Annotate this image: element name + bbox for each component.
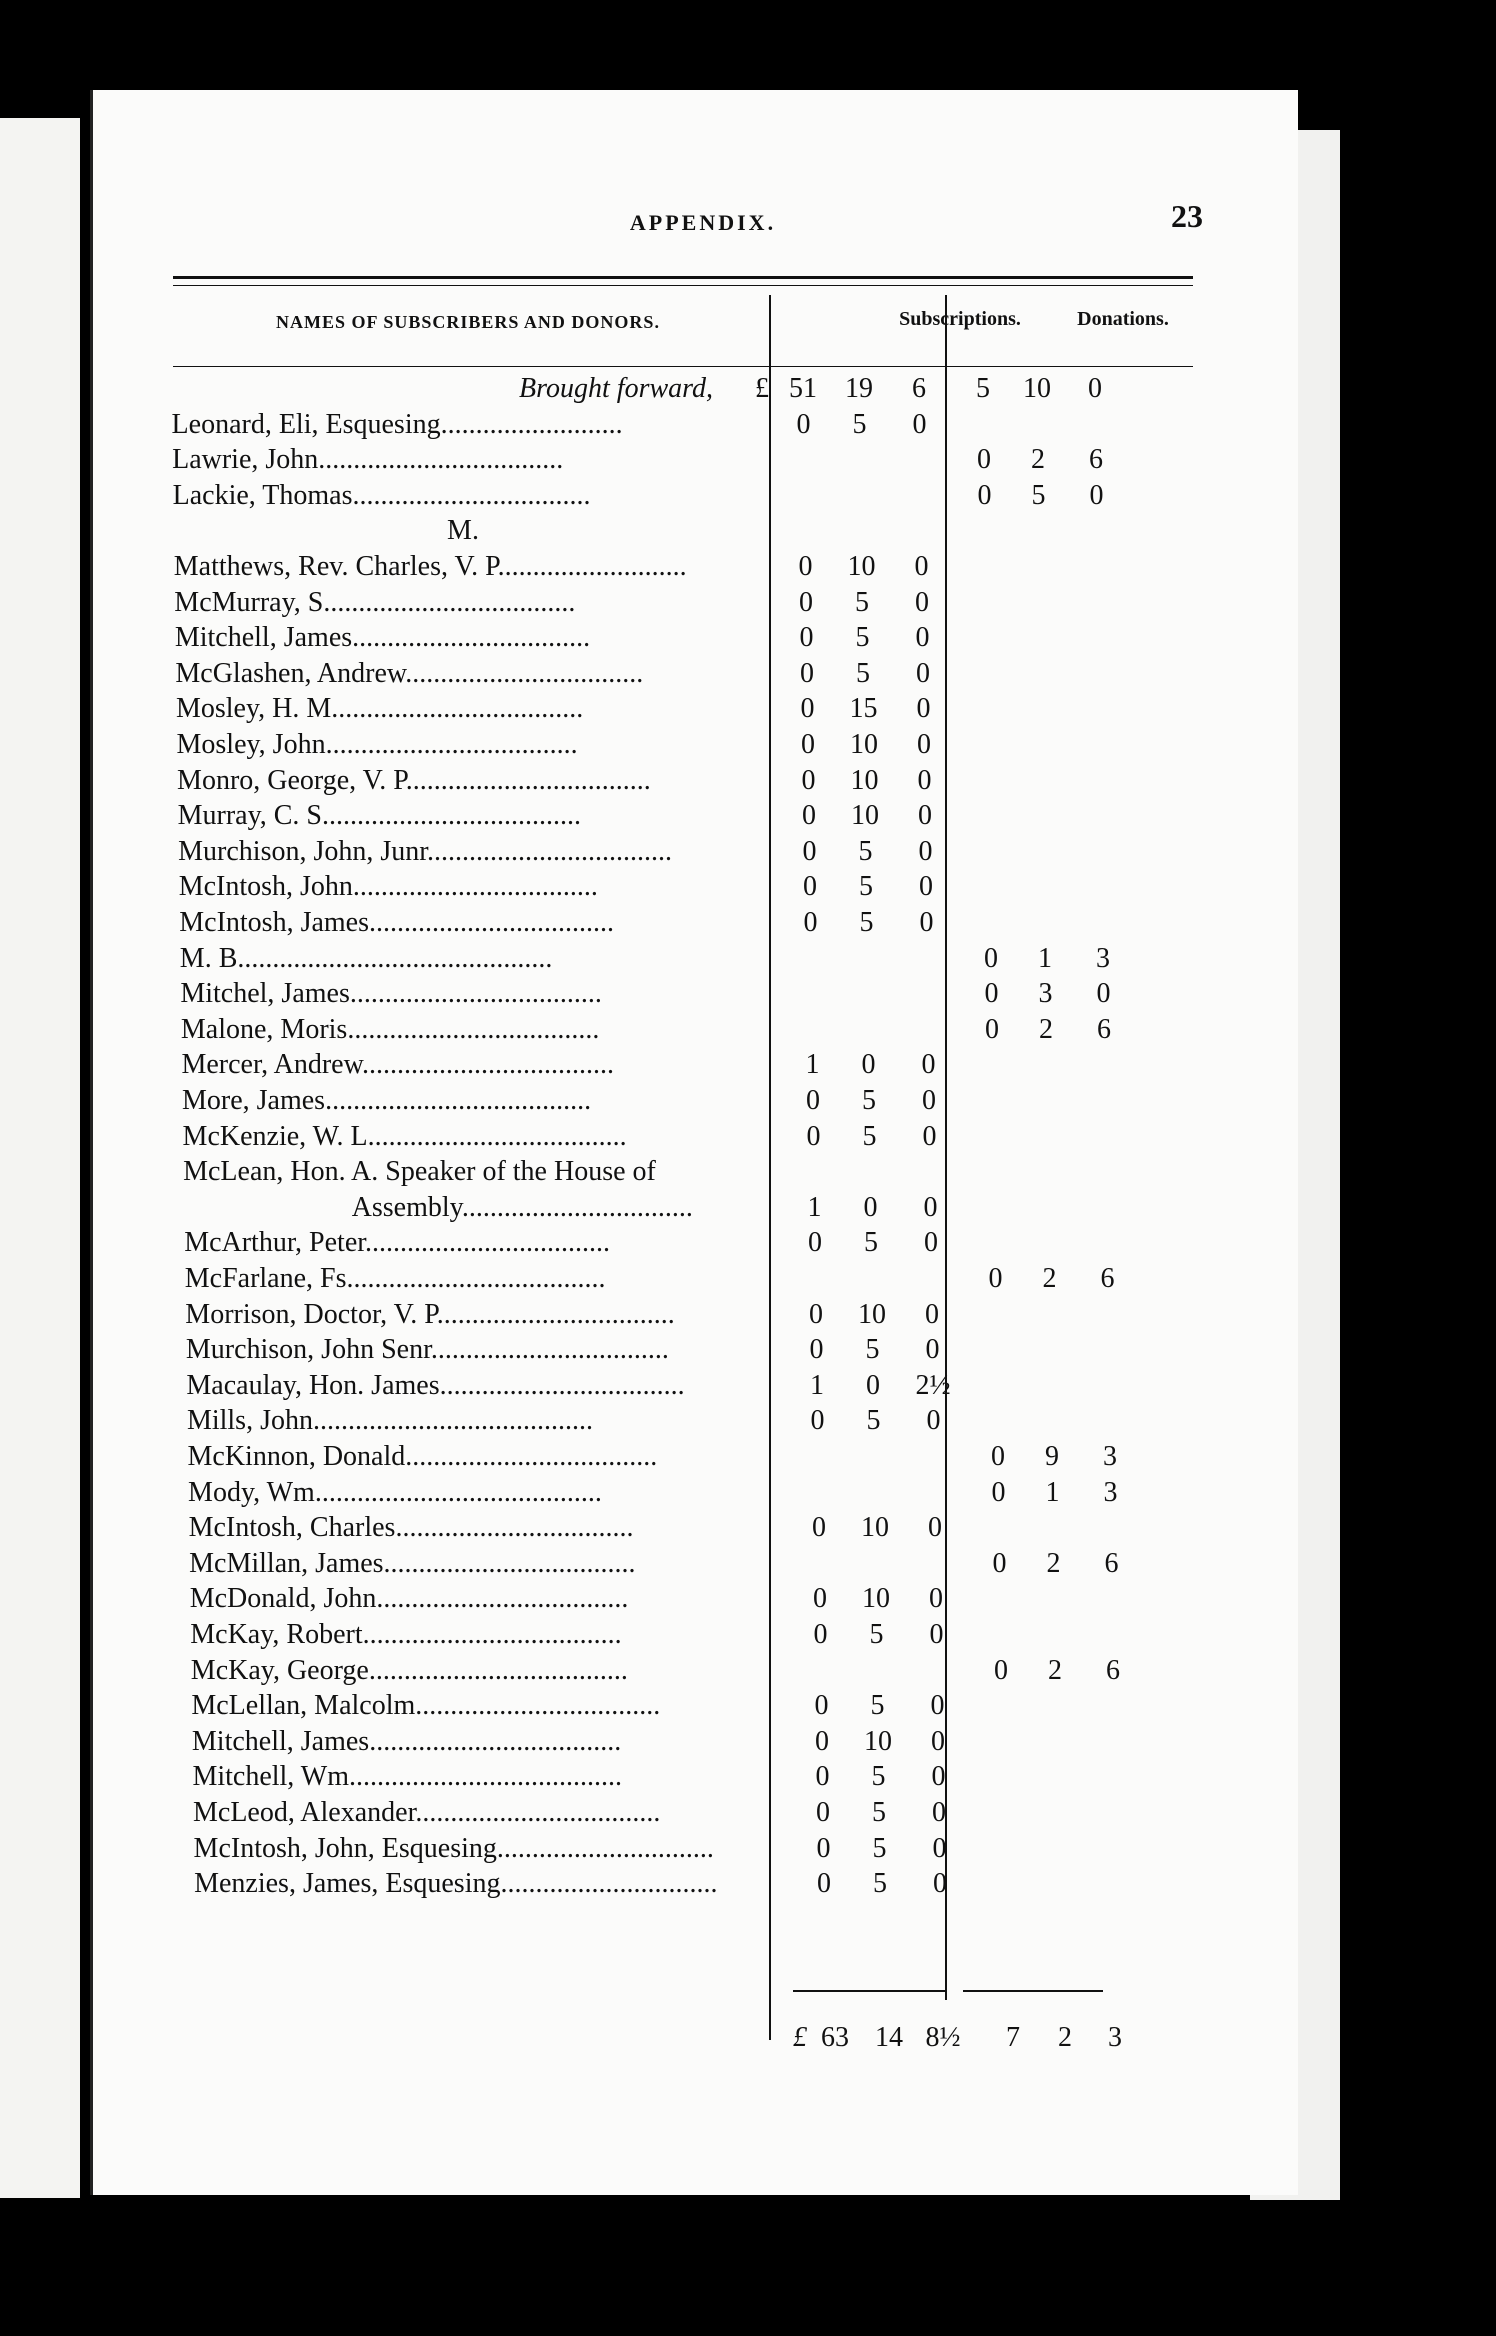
sub-pounds: 0 [808,1227,822,1259]
sub-pence: 0 [918,835,933,867]
list-item [93,1048,1298,1082]
sub-shillings: 19 [845,373,873,404]
sub-pence: 0 [929,1583,943,1615]
sub-pence: 0 [921,1049,936,1081]
sub-pence: 0 [923,1191,938,1223]
don-pounds: 5 [976,373,990,404]
sub-pounds: 1 [810,1369,824,1401]
list-item [93,906,1298,940]
don-pounds: 0 [994,1654,1008,1686]
sub-pounds: 0 [800,693,815,725]
sub-pence: 2½ [915,1369,951,1401]
list-item [93,1725,1298,1759]
sub-pence: 0 [932,1832,947,1864]
total-sub-shillings: 14 [875,2022,903,2053]
don-pounds: 0 [977,479,992,511]
sub-shillings: 5 [870,1690,885,1722]
don-shillings: 10 [1023,373,1051,404]
don-shillings: 3 [1038,978,1053,1010]
subscriber-name: McMillan, James.................................... [189,1547,636,1579]
list-item [93,443,1298,477]
list-item [93,514,1298,548]
don-pounds: 0 [985,1013,999,1045]
sub-pounds: 0 [801,729,815,760]
column-header-row [173,300,1193,360]
don-shillings: 1 [1038,942,1052,974]
subscriber-name: Mitchel, James.................................... [180,978,602,1010]
sub-pence: 0 [915,586,929,618]
list-item [93,1867,1298,1901]
don-pence: 6 [1100,1263,1115,1294]
subscriber-name: M. B............................................. [179,942,553,974]
total-don-pounds: 7 [1006,2022,1020,2053]
sub-shillings: 5 [869,1619,884,1650]
list-item [93,1262,1298,1296]
sub-pence: 0 [931,1725,945,1757]
total-sub-pounds: 63 [821,2022,849,2053]
sub-pence: 0 [915,622,930,654]
sub-pence: 0 [922,1120,937,1152]
subscriber-name: Matthews, Rev. Charles, V. P........................... [173,551,687,582]
sub-shillings: 5 [859,907,874,938]
sub-pounds: 0 [806,1120,821,1152]
subscriptions-column-header: Subscriptions. [899,308,1021,330]
subscriber-name: McLean, Hon. A. Speaker of the House of [183,1156,656,1188]
subscriber-name: McLeod, Alexander................................... [193,1797,661,1828]
total-currency: £ [793,2022,807,2053]
subscriber-name: McFarlane, Fs..................................... [184,1263,606,1294]
sub-pounds: 0 [806,1085,820,1116]
sub-pence: 0 [933,1868,947,1900]
sub-pounds: 0 [801,764,816,796]
sub-pounds: 0 [815,1761,830,1793]
subscriber-name: Morrison, Doctor, V. P.................................. [185,1298,675,1330]
total-rule-donations [963,1990,1103,1992]
don-shillings: 2 [1031,444,1045,476]
list-item [93,1084,1298,1118]
subscriber-name: Macaulay, Hon. James................................... [186,1369,685,1401]
subscriber-name: M. [447,515,479,547]
subscriber-name: McIntosh, James................................... [179,907,615,938]
subscriber-name: Menzies, James, Esquesing............................... [194,1868,718,1900]
sub-shillings: 5 [855,586,869,618]
sub-pence: 0 [929,1619,944,1650]
don-pence: 6 [1089,444,1103,476]
sub-pounds: 0 [813,1619,828,1650]
list-item [93,1511,1298,1545]
don-pence: 6 [1104,1547,1119,1579]
total-don-pence: 3 [1108,2022,1122,2053]
total-rule-subscriptions [793,1990,945,1992]
don-shillings: 2 [1046,1547,1061,1579]
don-pounds: 0 [992,1547,1007,1579]
list-item [93,1547,1298,1581]
don-shillings: 9 [1045,1441,1059,1472]
list-item [93,942,1298,976]
subscriber-name: Mills, John........................................ [186,1405,593,1437]
sub-pounds: 0 [798,551,813,582]
list-item [93,621,1298,655]
sub-shillings: 5 [852,408,867,440]
sub-pence: 0 [922,1085,936,1116]
sub-pounds: 0 [803,907,818,938]
subscriber-name: McKay, George..................................... [190,1654,628,1686]
sub-pounds: 0 [802,800,816,832]
sub-shillings: 5 [855,622,870,654]
list-item [93,657,1298,691]
subscriber-name: Mitchell, James.................................... [191,1725,622,1757]
sub-pence: 0 [932,1797,946,1828]
list-item [93,1832,1298,1866]
subscriber-name: McKinnon, Donald.................................... [187,1441,658,1472]
sub-shillings: 5 [865,1334,880,1366]
header-rule [173,366,1193,367]
list-item [93,1689,1298,1723]
sub-shillings: 5 [858,835,873,867]
list-item [93,1226,1298,1260]
sub-pounds: 0 [800,657,814,689]
sub-pounds: 0 [814,1690,829,1722]
subscriber-name: McIntosh, John................................... [178,871,598,903]
subscriber-name: McIntosh, John, Esquesing............................... [193,1832,714,1864]
list-item [93,1120,1298,1154]
list-item [93,408,1298,442]
currency-symbol: £ [755,373,769,404]
subscriber-name: McLellan, Malcolm................................... [191,1690,661,1722]
list-item [93,728,1298,762]
donations-column-header: Donations. [1077,308,1169,330]
list-item [93,1618,1298,1652]
list-item [93,1654,1298,1688]
list-item [93,764,1298,798]
list-item [93,586,1298,620]
sub-pence: 0 [930,1690,945,1722]
don-pence: 6 [1106,1654,1120,1686]
sub-shillings: 0 [866,1369,880,1401]
sub-pence: 0 [928,1512,942,1544]
total-don-shillings: 2 [1058,2022,1072,2053]
sub-pence: 6 [912,373,926,404]
list-item [93,1796,1298,1830]
sub-pence: 0 [926,1405,941,1437]
sub-shillings: 5 [862,1085,876,1116]
list-item [93,1582,1298,1616]
sub-pounds: 0 [799,622,814,654]
subscriber-name: Mosley, H. M.................................... [175,693,584,725]
don-pence: 3 [1103,1441,1117,1472]
list-item [93,1404,1298,1438]
subscriber-name: McArthur, Peter................................... [184,1227,611,1259]
sub-pence: 0 [924,1227,938,1259]
list-item [93,479,1298,513]
don-shillings: 5 [1031,479,1046,511]
sub-shillings: 0 [861,1049,876,1081]
subscriber-name: Mitchell, Wm....................................... [192,1761,623,1793]
don-pounds: 0 [984,978,999,1010]
top-rule-thin [173,285,1193,286]
subscriber-name: McGlashen, Andrew.................................. [175,657,644,689]
book-page [90,90,1298,2195]
sub-shillings: 10 [851,800,879,832]
subscriber-name: Mody, Wm......................................... [188,1476,602,1508]
sub-shillings: 10 [862,1583,890,1615]
sub-pence: 0 [919,907,934,938]
sub-shillings: 5 [859,871,873,903]
list-item [93,1476,1298,1510]
sub-shillings: 10 [847,551,876,582]
list-item [93,1440,1298,1474]
sub-pence: 0 [914,551,929,582]
sub-pence: 0 [916,657,930,689]
sub-shillings: 5 [864,1227,878,1259]
sub-pounds: 51 [789,373,817,404]
sub-pence: 0 [917,764,932,796]
facing-page-edge [0,118,80,2198]
subscriber-name: Leonard, Eli, Esquesing.......................... [171,408,623,440]
don-pounds: 0 [977,444,991,476]
subscriber-name: McKay, Robert..................................... [190,1619,622,1650]
subscriber-name: Malone, Moris.................................... [180,1013,600,1045]
list-item [93,1191,1298,1225]
sub-pence: 0 [916,693,931,725]
list-item [93,1333,1298,1367]
sub-shillings: 10 [850,729,878,760]
sub-shillings: 5 [872,1797,886,1828]
subscriber-name: Mitchell, James.................................. [174,622,591,654]
list-item [93,1155,1298,1189]
subscriber-name: Murray, C. S..................................... [177,800,581,832]
subscriber-name: Mercer, Andrew.................................... [181,1049,614,1081]
subscriber-name: Brought forward, [519,373,713,404]
don-pence: 3 [1103,1476,1118,1508]
names-column-header: NAMES OF SUBSCRIBERS AND DONORS. [276,312,660,332]
sub-shillings: 5 [871,1761,886,1793]
subscriber-name: Lawrie, John................................... [172,444,564,476]
sub-pounds: 0 [799,586,813,618]
sub-shillings: 15 [849,693,878,725]
sub-shillings: 10 [850,764,879,796]
sub-pence: 0 [931,1761,946,1793]
list-item [93,1369,1298,1403]
sub-pence: 0 [919,871,933,903]
sub-pence: 0 [925,1334,940,1366]
sub-pounds: 0 [816,1797,830,1828]
don-pence: 6 [1097,1013,1111,1045]
don-pounds: 0 [988,1263,1003,1294]
don-pence: 0 [1088,373,1102,404]
subscriber-name: Lackie, Thomas.................................. [172,479,591,511]
sub-pounds: 0 [809,1334,824,1366]
subscriber-name: More, James...................................... [182,1085,592,1116]
sub-pounds: 0 [812,1512,826,1544]
subscriber-name: Murchison, John, Junr................................... [178,835,673,867]
sub-pounds: 0 [803,871,817,903]
page-number: 23 [1171,198,1203,234]
don-pence: 0 [1089,479,1104,511]
sub-shillings: 5 [856,657,870,689]
sub-pounds: 0 [802,835,817,867]
list-item [93,870,1298,904]
list-item [93,835,1298,869]
sub-pounds: 0 [809,1298,823,1330]
sub-shillings: 10 [864,1725,892,1757]
sub-shillings: 5 [866,1405,881,1437]
don-pence: 0 [1096,978,1111,1010]
sub-pounds: 0 [816,1832,831,1864]
list-item [93,550,1298,584]
subscriber-name: McKenzie, W. L..................................... [182,1120,627,1152]
subscriber-name: Mosley, John.................................... [176,729,578,760]
list-item [93,799,1298,833]
don-shillings: 2 [1042,1263,1057,1294]
sub-pounds: 0 [796,408,811,440]
subscriber-name: McMurray, S.................................... [174,586,576,618]
sub-pounds: 0 [813,1583,827,1615]
sub-shillings: 10 [861,1512,889,1544]
sub-pounds: 0 [815,1725,829,1757]
sub-pence: 0 [918,800,932,832]
top-rule [173,276,1193,279]
don-pounds: 0 [991,1476,1006,1508]
list-item [93,1298,1298,1332]
don-pounds: 0 [984,942,998,974]
sub-shillings: 5 [872,1832,887,1864]
sub-pounds: 1 [807,1191,822,1223]
sub-shillings: 5 [873,1868,887,1900]
running-head: APPENDIX. [629,210,777,235]
subscriber-name: Assembly................................. [351,1191,693,1223]
don-shillings: 2 [1039,1013,1053,1045]
sub-shillings: 5 [862,1120,877,1152]
sub-pounds: 0 [810,1405,825,1437]
sub-pence: 0 [912,408,927,440]
sub-pounds: 1 [805,1049,820,1081]
totals-row [93,2018,1298,2058]
sub-shillings: 10 [858,1298,886,1330]
don-shillings: 2 [1048,1654,1062,1686]
sub-pence: 0 [917,729,931,760]
list-item [93,977,1298,1011]
don-pence: 3 [1096,942,1110,974]
subscriber-name: McDonald, John.................................... [189,1583,629,1615]
list-item [93,692,1298,726]
subscriber-name: McIntosh, Charles.................................. [188,1512,634,1544]
sub-shillings: 0 [863,1191,878,1223]
list-item [93,372,1298,406]
list-item [93,1013,1298,1047]
sub-pounds: 0 [817,1868,831,1900]
total-sub-pence: 8½ [925,2022,961,2053]
sub-pence: 0 [925,1298,939,1330]
don-shillings: 1 [1045,1476,1060,1508]
don-pounds: 0 [991,1441,1005,1472]
subscriber-name: Monro, George, V. P................................... [177,764,651,796]
subscriber-name: Murchison, John Senr.................................. [185,1334,669,1366]
list-item [93,1760,1298,1794]
